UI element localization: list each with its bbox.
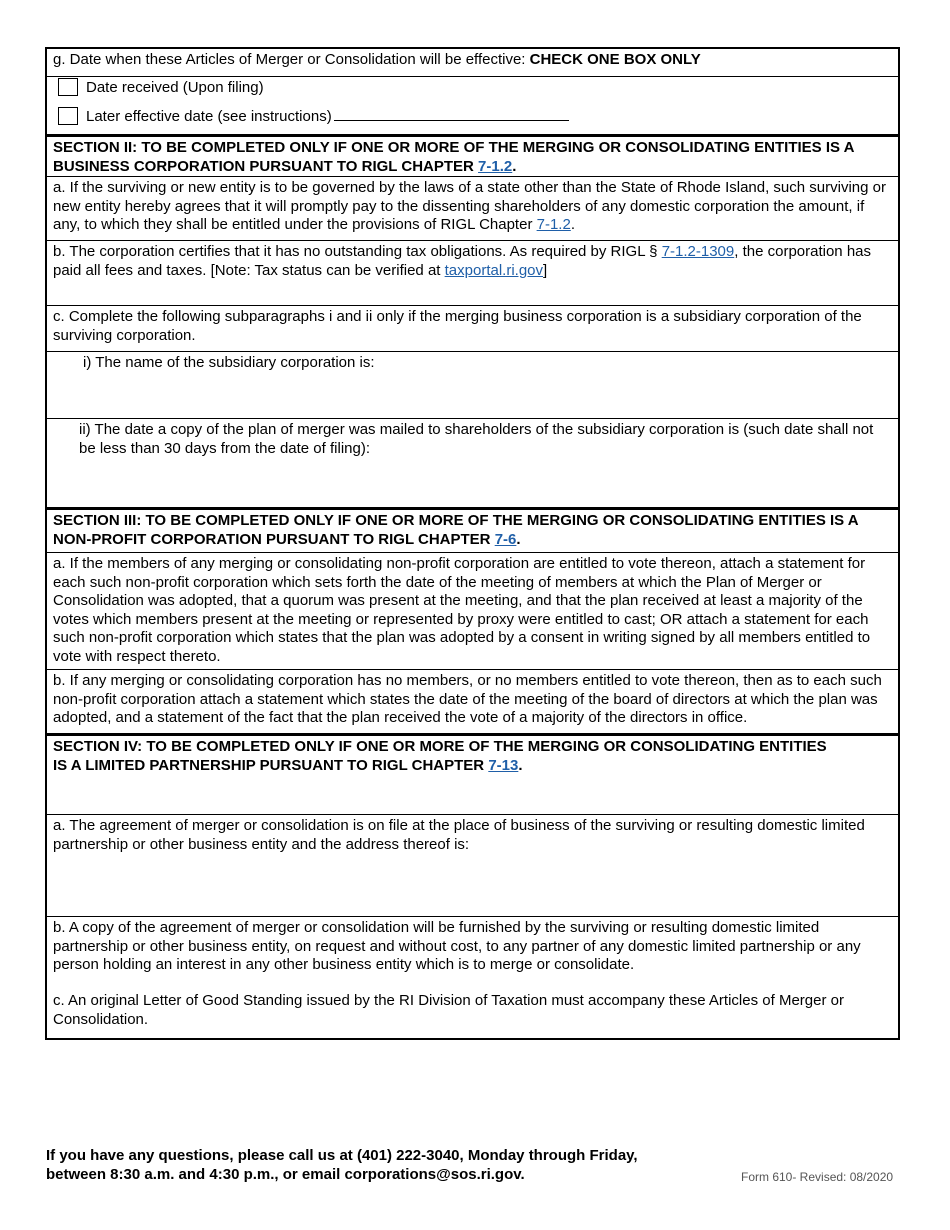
section-iv-para-a[interactable] [47,814,898,916]
section-iv-a-text: a. The agreement of merger or consolidation is on file at the place of business of the surviving or resulting domestic limited partnership or other business entity and the address thereof is: [53,817,865,853]
section-iii-a-text: a. If the members of any merging or consolidating non-profit corporation are entitled to vote thereon, attach a statement for each such non-profit corporation which sets forth the date of the meeting of members at which the Plan of Merger or Consolidation was adopted, that a quorum was present at the meeting, and that the plan received at least a majority of the votes which members present at the meeting or represented by proxy were entitled to cast; OR attach a statement for each such non-profit corporation which states that the plan was adopted by a consent in writing signed by all members entitled to vote with respect thereto. [53,555,871,665]
rigl-7-6-link[interactable]: 7-6 [494,530,517,548]
section-ii-b-text: b. The corporation certifies that it has no outstanding tax obligations. As required by RIGL § [53,243,662,260]
rigl-7-1-2-link-2[interactable]: 7-1.2 [536,216,571,233]
contact-line-1: If you have any questions, please call us at (401) 222-3040, Monday through Friday, [46,1147,638,1164]
section-g-label: g. Date when these Articles of Merger or Consolidation will be effective: [53,51,530,68]
rigl-7-13-link[interactable]: 7-13 [488,756,519,774]
section-ii-para-c [47,305,898,351]
section-ii-b-text-2: , the corporation has paid all fees and taxes. [Note: Tax status can be verified at [53,243,872,279]
section-iii-para-a [47,552,898,669]
section-g-heading [47,49,898,76]
section-iii-para-b [47,669,898,733]
section-ii-a-text: a. If the surviving or new entity is to be governed by the laws of a state other than the State of Rhode Island, such surviving or new entity hereby agrees that it will promptly pay to the dissenting shareholders of any domestic corporation the amount, if any, to which they shall be entitled under the provisions of RIGL Chapter [53,179,886,233]
section-iv-heading: SECTION IV: TO BE COMPLETED ONLY IF ONE OR MORE OF THE MERGING OR CONSOLIDATING ENTITIES IS A LIMITED PARTNERSHIP PURSUANT TO RIGL CHAPTER 7-13. [47,733,898,814]
section-iii-title: SECTION III: TO BE COMPLETED ONLY IF ONE OR MORE OF THE MERGING OR CONSOLIDATING ENTITIES IS A NON-PROFIT CORPORATION PURSUANT TO RIGL CHAPTER [53,512,859,548]
check-one-note: CHECK ONE BOX ONLY [529,51,701,68]
taxportal-link[interactable]: taxportal.ri.gov [444,261,544,279]
contact-line-2: between 8:30 a.m. and 4:30 p.m., or email corporations@sos.ri.gov. [46,1166,525,1183]
contact-info [46,1146,686,1184]
section-iii-heading: SECTION III: TO BE COMPLETED ONLY IF ONE OR MORE OF THE MERGING OR CONSOLIDATING ENTITIES IS A NON-PROFIT CORPORATION PURSUANT TO RIGL CHAPTER 7-6. [47,507,898,552]
section-ii-heading: SECTION II: TO BE COMPLETED ONLY IF ONE OR MORE OF THE MERGING OR CONSOLIDATING ENTITIES IS A BUSINESS CORPORATION PURSUANT TO RIGL CHAPTER 7-1.2. [47,134,898,176]
section-iv-title-2: IS A LIMITED PARTNERSHIP PURSUANT TO RIGL CHAPTER [53,756,489,774]
option-date-received [47,76,898,102]
section-iv-b-text: b. A copy of the agreement of merger or consolidation will be furnished by the surviving or resulting domestic limited partnership or other business entity, on request and without cost, to any partner of any domestic limited partnership or any person holding an interest in any other business entity which is to merge or consolidate. [53,919,861,973]
date-received-label: Date received (Upon filing) [86,79,264,96]
section-ii-title: SECTION II: TO BE COMPLETED ONLY IF ONE OR MORE OF THE MERGING OR CONSOLIDATING ENTITIES IS A BUSINESS CORPORATION PURSUANT TO RIGL CHAPTER [53,139,854,175]
option-later-date [47,102,898,134]
later-date-checkbox[interactable] [58,107,78,125]
section-iv-title-1: SECTION IV: TO BE COMPLETED ONLY IF ONE OR MORE OF THE MERGING OR CONSOLIDATING ENTITIES [53,738,827,755]
section-ii-para-b [47,240,898,305]
section-iv-para-c [47,990,898,1038]
form-revision: Form 610- Revised: 08/2020 [741,1170,894,1184]
rigl-7-1-2-link[interactable]: 7-1.2 [478,157,513,175]
section-iv-c-text: c. An original Letter of Good Standing issued by the RI Division of Taxation must accompany these Articles of Merger or Consolidation. [53,992,844,1028]
sub-i-field[interactable] [47,351,898,418]
form-box [45,47,900,1040]
mailing-date-label: ii) The date a copy of the plan of merger was mailed to shareholders of the subsidiary corporation is (such date shall not be less than 30 days from the date of filing): [79,421,874,457]
section-iv-para-b [47,916,898,986]
later-date-field[interactable] [334,106,569,121]
sub-ii-field[interactable] [47,418,898,507]
section-ii-c-text: c. Complete the following subparagraphs i and ii only if the merging business corporation is a subsidiary corporation of the surviving corporation. [53,308,862,344]
section-iii-b-text: b. If any merging or consolidating corporation has no members, or no members entitled to vote thereon, then as to each such non-profit corporation attach a statement which states the date of the meeting of the board of directors at which the plan was adopted, and a statement of the fact that the plan received the vote of a majority of the directors in office. [53,672,882,726]
section-ii-para-a: a. If the surviving or new entity is to be governed by the laws of a state other than the State of Rhode Island, such surviving or new entity hereby agrees that it will promptly pay to the dissenting shareholders of any domestic corporation the amount, if any, to which they shall be entitled under the provisions of RIGL Chapter 7-1.2. [47,176,898,240]
subsidiary-name-label: i) The name of the subsidiary corporation is: [83,354,375,371]
later-date-label: Later effective date (see instructions) [86,108,332,125]
bracket-close: ] [543,261,548,279]
date-received-checkbox[interactable] [58,78,78,96]
rigl-7-1-2-1309-link[interactable]: 7-1.2-1309 [661,243,735,260]
